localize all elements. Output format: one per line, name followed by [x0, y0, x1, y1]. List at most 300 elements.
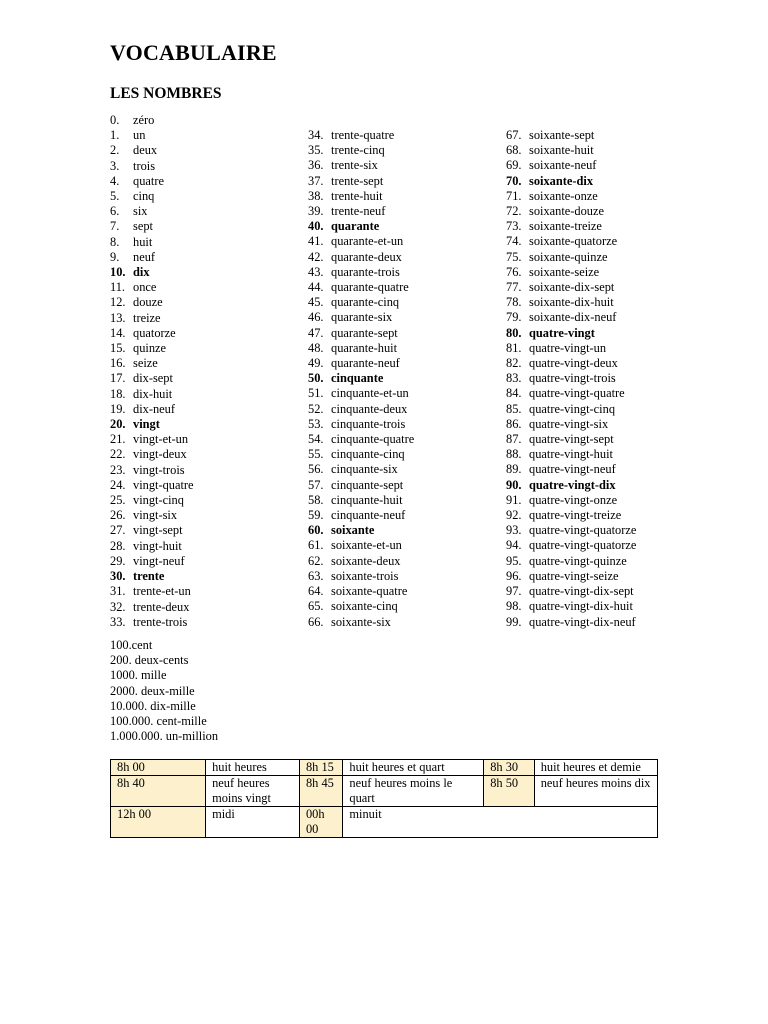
number-digit: 74. [506, 234, 522, 249]
large-numbers-list [110, 638, 218, 744]
number-item [110, 356, 194, 371]
number-item [110, 371, 194, 386]
number-word: quatre-vingt-un [529, 340, 607, 355]
number-item [308, 478, 414, 493]
number-word: quatre-vingt-quatorze [529, 523, 637, 538]
number-item [308, 189, 414, 204]
number-item [110, 113, 194, 128]
number-word: quatre-vingt-sept [529, 432, 614, 447]
number-digit: 40. [308, 219, 324, 234]
number-word: dix-huit [133, 386, 173, 401]
time-text: neuf heures moins dix [534, 776, 657, 807]
number-digit: 29. [110, 553, 126, 568]
number-item [308, 295, 414, 310]
number-digit: 98. [506, 599, 522, 614]
number-item [506, 250, 636, 265]
number-digit: 44. [308, 280, 324, 295]
time-value: 8h 30 [484, 760, 534, 776]
number-digit: 4. [110, 173, 120, 188]
number-item [506, 569, 636, 584]
number-item [506, 371, 636, 386]
number-word: cinquante [331, 371, 384, 386]
number-word: cinquante-et-un [331, 386, 409, 401]
number-item [110, 219, 194, 234]
number-item [308, 432, 414, 447]
number-digit: 1. [110, 128, 120, 143]
number-digit: 16. [110, 356, 126, 371]
number-item [110, 341, 194, 356]
number-word: quarante-quatre [331, 280, 409, 295]
number-word: huit [133, 234, 153, 249]
number-item [308, 265, 414, 280]
number-digit: 77. [506, 280, 522, 295]
number-item [110, 493, 194, 508]
time-value: 8h 15 [299, 760, 342, 776]
time-text: huit heures [206, 760, 300, 776]
number-word: cinquante-huit [331, 492, 403, 507]
number-item [110, 584, 194, 599]
number-word: zéro [133, 113, 155, 127]
time-row [111, 760, 658, 776]
number-word: dix [133, 265, 150, 280]
number-item [506, 523, 636, 538]
number-word: neuf [133, 249, 156, 264]
number-word: douze [133, 295, 163, 310]
number-item [308, 508, 414, 523]
number-item [110, 523, 194, 538]
number-digit: 75. [506, 249, 522, 264]
time-text: midi [206, 807, 300, 838]
number-digit: 66. [308, 614, 324, 629]
numbers-column-2 [308, 128, 414, 630]
page-title: VOCABULAIRE [110, 40, 277, 65]
number-item [308, 554, 414, 569]
number-item [308, 143, 414, 158]
number-word: vingt [133, 417, 160, 432]
number-word: soixante [331, 523, 375, 538]
number-word: soixante-dix-sept [529, 280, 615, 295]
number-word: once [133, 280, 157, 295]
number-word: quatre-vingt-onze [529, 492, 618, 507]
number-word: vingt-huit [133, 538, 182, 553]
number-word: soixante-cinq [331, 599, 398, 614]
number-digit: 59. [308, 508, 324, 523]
number-digit: 96. [506, 568, 522, 583]
number-word: quatre-vingt-quatre [529, 386, 625, 401]
number-item [110, 615, 194, 630]
number-digit: 72. [506, 204, 522, 219]
number-digit: 84. [506, 386, 522, 401]
number-word: soixante-seize [529, 264, 600, 279]
number-digit: 43. [308, 264, 324, 279]
large-number-item: 200. deux-cents [110, 653, 189, 668]
number-digit: 36. [308, 158, 324, 173]
number-digit: 23. [110, 462, 126, 477]
number-digit: 68. [506, 143, 522, 158]
number-word: trente-et-un [133, 584, 191, 599]
number-digit: 55. [308, 447, 324, 462]
number-word: cinquante-neuf [331, 508, 406, 523]
number-digit: 65. [308, 599, 324, 614]
number-word: soixante-quinze [529, 249, 608, 264]
number-word: cinquante-quatre [331, 432, 415, 447]
number-word: soixante-neuf [529, 158, 597, 173]
number-item [110, 280, 194, 295]
number-item [110, 447, 194, 462]
large-number-item: 2000. deux-mille [110, 683, 195, 698]
number-digit: 62. [308, 553, 324, 568]
number-word: quatre-vingt-cinq [529, 401, 616, 416]
number-word: sept [133, 219, 153, 234]
number-item [308, 402, 414, 417]
number-item [308, 417, 414, 432]
time-value: 00h 00 [299, 807, 342, 838]
number-word: quatre-vingt-seize [529, 568, 619, 583]
number-item [110, 463, 194, 478]
number-digit: 37. [308, 173, 324, 188]
number-item [506, 538, 636, 553]
number-digit: 70. [506, 173, 522, 188]
number-word: dix-sept [133, 371, 173, 386]
time-text: neuf heures moins le quart [343, 776, 484, 807]
number-word: cinquante-deux [331, 401, 408, 416]
number-digit: 11. [110, 280, 126, 295]
number-digit: 35. [308, 143, 324, 158]
number-word: trente-six [331, 158, 378, 173]
number-word: quatre-vingt-dix-sept [529, 584, 634, 599]
number-item [110, 432, 194, 447]
number-word: cinq [133, 189, 155, 204]
numbers-column-3 [506, 128, 636, 630]
number-word: quarante-huit [331, 340, 398, 355]
number-word: quatre-vingt-huit [529, 447, 613, 462]
number-item [506, 174, 636, 189]
number-item [308, 174, 414, 189]
number-word: soixante-douze [529, 204, 605, 219]
number-digit: 76. [506, 264, 522, 279]
number-digit: 30. [110, 569, 126, 584]
section-title: LES NOMBRES [110, 85, 222, 102]
number-item [506, 128, 636, 143]
number-item [110, 143, 194, 158]
number-digit: 46. [308, 310, 324, 325]
number-item [110, 478, 194, 493]
number-item [506, 143, 636, 158]
number-digit: 28. [110, 538, 126, 553]
number-digit: 50. [308, 371, 324, 386]
number-word: quatorze [133, 325, 176, 340]
number-digit: 92. [506, 508, 522, 523]
number-word: deux [133, 143, 158, 158]
number-word: soixante-trois [331, 568, 399, 583]
number-digit: 82. [506, 356, 522, 371]
number-digit: 48. [308, 340, 324, 355]
number-item [308, 250, 414, 265]
number-word: quarante-et-un [331, 234, 404, 249]
time-text: huit heures et quart [343, 760, 484, 776]
number-item [506, 295, 636, 310]
number-item [308, 128, 414, 143]
number-word: soixante-treize [529, 219, 602, 234]
number-item [506, 508, 636, 523]
number-item [308, 158, 414, 173]
number-digit: 12. [110, 295, 126, 310]
number-word: vingt-six [133, 508, 178, 523]
number-digit: 58. [308, 492, 324, 507]
time-value: 8h 00 [111, 760, 206, 776]
number-item [308, 493, 414, 508]
number-digit: 95. [506, 553, 522, 568]
number-item [506, 189, 636, 204]
number-item [506, 432, 636, 447]
number-item [506, 402, 636, 417]
number-digit: 18. [110, 386, 126, 401]
time-text: neuf heures moins vingt [206, 776, 300, 807]
number-word: quarante-deux [331, 249, 402, 264]
number-word: quarante-neuf [331, 356, 400, 371]
number-item [506, 447, 636, 462]
number-digit: 17. [110, 371, 126, 386]
number-digit: 15. [110, 341, 126, 356]
number-item [308, 599, 414, 614]
number-word: cinquante-sept [331, 477, 404, 492]
number-item [308, 538, 414, 553]
number-digit: 8. [110, 234, 120, 249]
number-digit: 71. [506, 188, 522, 203]
number-word: six [133, 204, 148, 219]
number-item [308, 341, 414, 356]
number-item [308, 219, 414, 234]
number-item [110, 295, 194, 310]
number-word: quatre-vingt-quinze [529, 553, 627, 568]
number-item [506, 493, 636, 508]
number-digit: 60. [308, 523, 324, 538]
number-digit: 21. [110, 432, 126, 447]
number-word: soixante-huit [529, 143, 594, 158]
number-digit: 54. [308, 432, 324, 447]
time-row [111, 807, 658, 838]
number-item [506, 280, 636, 295]
number-item [506, 417, 636, 432]
number-word: soixante-six [331, 614, 391, 629]
number-word: quinze [133, 341, 167, 356]
time-value: 8h 40 [111, 776, 206, 807]
number-digit: 69. [506, 158, 522, 173]
number-item [110, 326, 194, 341]
number-word: quarante-six [331, 310, 393, 325]
number-word: treize [133, 310, 161, 325]
number-digit: 41. [308, 234, 324, 249]
number-word: trente-cinq [331, 143, 385, 158]
number-digit: 26. [110, 508, 126, 523]
number-word: quatre [133, 173, 164, 188]
number-item [110, 235, 194, 250]
number-digit: 52. [308, 401, 324, 416]
number-digit: 81. [506, 340, 522, 355]
number-item [506, 462, 636, 477]
number-item [506, 386, 636, 401]
number-item [110, 265, 194, 280]
number-digit: 9. [110, 249, 120, 264]
number-item [110, 204, 194, 219]
number-word: quarante-sept [331, 325, 398, 340]
number-word: dix-neuf [133, 401, 175, 416]
number-digit: 89. [506, 462, 522, 477]
number-digit: 45. [308, 295, 324, 310]
number-item [308, 615, 414, 630]
number-word: quatre-vingt-treize [529, 508, 622, 523]
number-word: cinquante-six [331, 462, 398, 477]
number-item [110, 128, 194, 143]
number-word: trente-huit [331, 188, 383, 203]
time-table [110, 759, 658, 838]
number-word: quatre-vingt-neuf [529, 462, 616, 477]
number-word: quatre-vingt-dix-neuf [529, 614, 636, 629]
number-word: cinquante-trois [331, 416, 406, 431]
number-word: vingt-et-un [133, 432, 189, 447]
number-digit: 56. [308, 462, 324, 477]
number-digit: 24. [110, 477, 126, 492]
number-word: soixante-onze [529, 188, 598, 203]
number-digit: 2. [110, 143, 120, 158]
number-digit: 73. [506, 219, 522, 234]
number-digit: 53. [308, 416, 324, 431]
number-word: quatre-vingt-trois [529, 371, 616, 386]
large-number-item: 10.000. dix-mille [110, 698, 196, 713]
number-word: soixante-sept [529, 128, 595, 142]
time-value: 12h 00 [111, 807, 206, 838]
number-digit: 80. [506, 325, 522, 340]
number-item [506, 219, 636, 234]
number-word: soixante-quatorze [529, 234, 618, 249]
number-word: soixante-deux [331, 553, 401, 568]
number-word: quarante-cinq [331, 295, 400, 310]
number-digit: 31. [110, 584, 126, 599]
number-item [506, 204, 636, 219]
number-word: quatre-vingt [529, 325, 595, 340]
number-item [506, 584, 636, 599]
number-digit: 88. [506, 447, 522, 462]
number-digit: 27. [110, 523, 126, 538]
number-digit: 34. [308, 128, 324, 142]
time-value: 8h 50 [484, 776, 534, 807]
number-word: quatre-vingt-six [529, 416, 609, 431]
number-word: soixante-quatre [331, 584, 408, 599]
number-item [506, 356, 636, 371]
number-item [308, 371, 414, 386]
number-item [506, 158, 636, 173]
number-digit: 90. [506, 477, 522, 492]
number-item [110, 387, 194, 402]
number-digit: 6. [110, 204, 120, 219]
number-item [308, 386, 414, 401]
number-word: soixante-dix [529, 173, 594, 188]
number-word: trente-sept [331, 173, 384, 188]
number-word: quatre-vingt-dix [529, 477, 616, 492]
number-item [308, 326, 414, 341]
number-word: trois [133, 158, 156, 173]
number-word: trente-neuf [331, 204, 386, 219]
number-item [110, 311, 194, 326]
number-digit: 78. [506, 295, 522, 310]
number-item [506, 326, 636, 341]
number-item [506, 265, 636, 280]
number-digit: 86. [506, 416, 522, 431]
number-digit: 85. [506, 401, 522, 416]
number-digit: 87. [506, 432, 522, 447]
number-item [110, 554, 194, 569]
number-word: quarante [331, 219, 380, 234]
number-item [506, 599, 636, 614]
number-digit: 14. [110, 325, 126, 340]
number-item [506, 615, 636, 630]
number-digit: 83. [506, 371, 522, 386]
number-digit: 25. [110, 493, 126, 508]
number-digit: 5. [110, 189, 120, 204]
number-word: trente-quatre [331, 128, 395, 142]
number-digit: 64. [308, 584, 324, 599]
number-digit: 67. [506, 128, 522, 142]
number-digit: 32. [110, 599, 126, 614]
number-digit: 49. [308, 356, 324, 371]
number-word: vingt-trois [133, 462, 185, 477]
number-word: trente [133, 569, 165, 584]
number-digit: 33. [110, 614, 126, 629]
number-digit: 13. [110, 310, 126, 325]
large-number-item: 100.000. cent-mille [110, 714, 207, 729]
number-digit: 19. [110, 401, 126, 416]
number-digit: 79. [506, 310, 522, 325]
number-word: quarante-trois [331, 264, 400, 279]
number-item [110, 539, 194, 554]
number-word: trente-trois [133, 614, 188, 629]
number-item [308, 356, 414, 371]
number-item [506, 554, 636, 569]
number-item [506, 478, 636, 493]
number-item [308, 280, 414, 295]
number-word: trente-deux [133, 599, 190, 614]
number-digit: 10. [110, 265, 126, 280]
number-word: soixante-dix-neuf [529, 310, 617, 325]
number-word: vingt-quatre [133, 477, 194, 492]
number-digit: 91. [506, 492, 522, 507]
number-item [308, 462, 414, 477]
number-item [110, 508, 194, 523]
number-item [110, 569, 194, 584]
number-item [110, 189, 194, 204]
number-word: un [133, 128, 146, 143]
large-number-item: 1.000.000. un-million [110, 729, 219, 744]
time-text: minuit [343, 807, 658, 838]
number-word: quatre-vingt-deux [529, 356, 618, 371]
number-digit: 7. [110, 219, 120, 234]
number-digit: 63. [308, 568, 324, 583]
number-word: soixante-dix-huit [529, 295, 614, 310]
time-row [111, 776, 658, 807]
number-digit: 47. [308, 325, 324, 340]
number-word: vingt-sept [133, 523, 183, 538]
number-digit: 22. [110, 447, 126, 462]
number-digit: 0. [110, 113, 120, 127]
number-digit: 20. [110, 417, 126, 432]
number-digit: 61. [308, 538, 324, 553]
number-item [308, 569, 414, 584]
number-item [110, 174, 194, 189]
number-word: seize [133, 356, 158, 371]
number-item [506, 341, 636, 356]
number-digit: 38. [308, 188, 324, 203]
numbers-column-1 [110, 113, 194, 630]
